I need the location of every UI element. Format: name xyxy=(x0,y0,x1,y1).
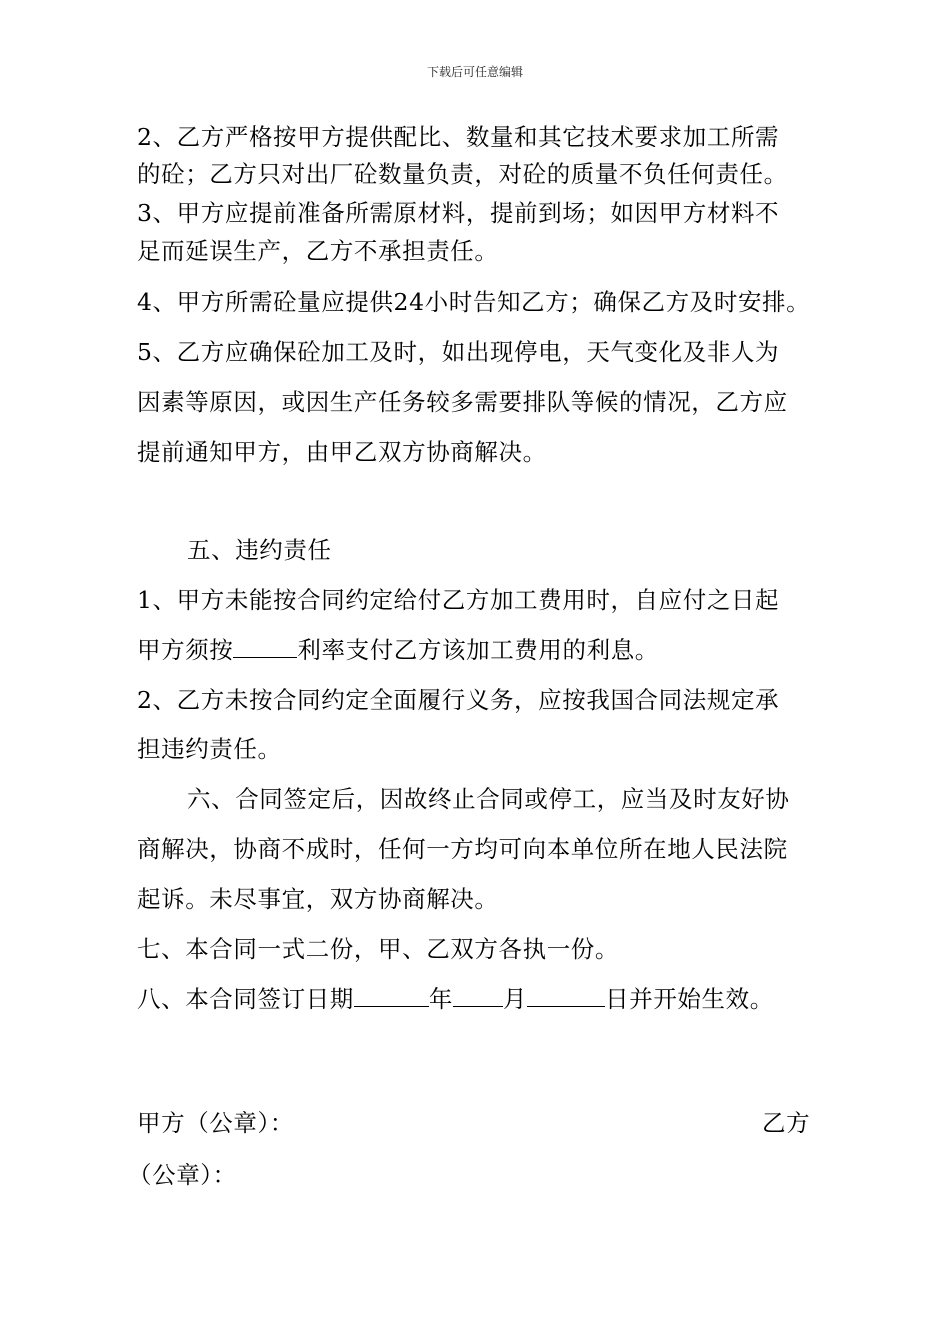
section-5-item-2-line-2: 担违约责任。 xyxy=(137,735,282,763)
section-6-line-3: 起诉。未尽事宜，双方协商解决。 xyxy=(137,885,499,913)
section-8-prefix: 八、本合同签订日期 xyxy=(137,985,354,1013)
section-5-item-1-line-1: 1、甲方未能按合同约定给付乙方加工费用时，自应付之日起 xyxy=(137,586,780,614)
section-8-suffix: 日并开始生效。 xyxy=(605,985,774,1013)
section-5-item-1-text-after: 利率支付乙方该加工费用的利息。 xyxy=(297,636,659,664)
year-label: 年 xyxy=(428,985,454,1013)
section-6-line-1: 六、合同签定后，因故终止合同或停工，应当及时友好协 xyxy=(187,785,790,813)
interest-rate-blank xyxy=(233,635,297,658)
clause-2-line-1: 2、乙方严格按甲方提供配比、数量和其它技术要求加工所需 xyxy=(137,123,780,151)
year-blank xyxy=(354,984,429,1007)
party-b-seal-label: 乙方 xyxy=(762,1109,811,1137)
section-5-item-2-line-1: 2、乙方未按合同约定全面履行义务，应按我国合同法规定承 xyxy=(137,686,780,714)
party-b-seal-label-cont: （公章）： xyxy=(128,1161,237,1189)
clause-4-line-1: 4、甲方所需砼量应提供24小时告知乙方；确保乙方及时安排。 xyxy=(137,288,811,316)
clause-5-line-2: 因素等原因，或因生产任务较多需要排队等候的情况，乙方应 xyxy=(137,388,788,416)
clause-5-line-3: 提前通知甲方，由甲乙双方协商解决。 xyxy=(137,438,547,466)
clause-3-line-2: 足而延误生产，乙方不承担责任。 xyxy=(137,237,499,265)
clause-5-line-1: 5、乙方应确保砼加工及时，如出现停电，天气变化及非人为 xyxy=(137,338,780,366)
party-a-seal-label: 甲方（公章）： xyxy=(137,1109,294,1137)
section-5-item-1-text-before: 甲方须按 xyxy=(137,636,234,664)
clause-3-line-1: 3、甲方应提前准备所需原材料，提前到场；如因甲方材料不 xyxy=(137,199,780,227)
section-6-line-2: 商解决，协商不成时，任何一方均可向本单位所在地人民法院 xyxy=(137,835,788,863)
section-5-heading: 五、违约责任 xyxy=(187,536,332,564)
section-8 xyxy=(137,984,774,1014)
clause-2-line-2: 的砼；乙方只对出厂砼数量负责，对砼的质量不负任何责任。 xyxy=(137,160,788,188)
page-header: 下载后可任意编辑 xyxy=(426,65,523,79)
section-5-item-1-line-2 xyxy=(137,635,659,665)
month-blank xyxy=(453,984,503,1007)
month-label: 月 xyxy=(503,985,528,1013)
day-blank xyxy=(527,984,605,1007)
section-7: 七、本合同一式二份，甲、乙双方各执一份。 xyxy=(137,935,619,963)
